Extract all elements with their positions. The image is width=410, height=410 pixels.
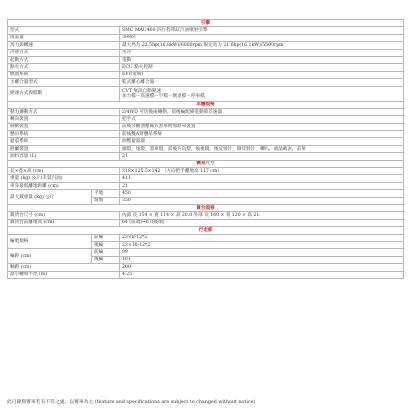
spec-value: 411 [120, 175, 404, 182]
table-row [8, 234, 404, 241]
spec-label: 載貨台前離地高 (cm) [8, 219, 120, 226]
spec-value: 水冷 [120, 49, 404, 56]
spec-value: 油壓避震器 [120, 138, 404, 145]
spec-value: 21 [120, 182, 404, 189]
section-row [8, 204, 404, 211]
table-row [8, 249, 404, 256]
spec-value: 最大馬力 22.5hp(16.8kW)/6000rpm 限定馬力 21.6hp(16.1kW)/5500rpm [120, 42, 404, 49]
spec-label: 燃油系統 [8, 71, 120, 78]
table-row [8, 108, 404, 115]
spec-sub-label: 前輪 [92, 234, 120, 241]
spec-value: 把手式 [120, 116, 404, 123]
spec-value: 電動 [120, 56, 404, 63]
spec-table [7, 19, 404, 279]
section-row [8, 20, 404, 27]
spec-label-tires: 輪胎規格 [8, 234, 92, 249]
spec-value: 399cc [120, 34, 404, 41]
spec-label: 長×寬×高 (cm) [8, 168, 120, 175]
spec-value: 23×10-12*2 [120, 241, 404, 248]
transmission-line: CVT 無段自動變速 [122, 88, 161, 94]
table-row [8, 27, 404, 34]
table-row [8, 153, 404, 160]
spec-label: 附屬裝置 [8, 145, 120, 152]
table-row [8, 42, 404, 49]
table-row [8, 175, 404, 182]
spec-value: 64 (前端)~67(後端) [120, 219, 404, 226]
table-row [8, 79, 404, 86]
spec-label: 載貨台尺寸 (cm) [8, 212, 120, 219]
table-row [8, 131, 404, 138]
table-row [8, 264, 404, 271]
section-header-dimensions: 機身尺寸 [8, 160, 404, 167]
spec-value: 350 [120, 197, 404, 204]
table-row [8, 56, 404, 63]
spec-value: 前後雙A臂懸吊系統 [120, 131, 404, 138]
spec-sheet [7, 19, 403, 279]
spec-label: 排氣量 [8, 34, 120, 41]
spec-value: 200 [120, 264, 404, 271]
spec-sub-label: 前輪 [92, 249, 120, 256]
spec-value: 101 [120, 256, 404, 263]
table-row [8, 86, 404, 101]
spec-label: 懸吊系統 [8, 131, 120, 138]
spec-value: ECU 點火控制 [120, 64, 404, 71]
spec-label: 軸距 (cm) [8, 264, 120, 271]
table-row [8, 71, 404, 78]
section-header-cargo: 貨台規格 [8, 204, 404, 211]
spec-value: 內部 長 154 × 寬 114 × 高 20.8 外部 長 160 × 寬 120 × 高 21 [120, 212, 404, 219]
spec-value: 318×125.5×142 （方向把手離地高 117 cm） [120, 168, 404, 175]
table-row [8, 168, 404, 175]
spec-label: 車身最低離地距離 (cm) [8, 182, 120, 189]
table-row [8, 123, 404, 130]
spec-label-track: 輪距 (cm) [8, 249, 92, 264]
spec-value: 450 [120, 190, 404, 197]
spec-value: 前後分離油壓碟式煞車附加駐車裝置 [120, 123, 404, 130]
section-header-running: 行走部 [8, 227, 404, 234]
section-row [8, 101, 404, 108]
spec-label: 重量 (kg) 公斤(未裝汽油) [8, 175, 120, 182]
spec-label: 最小轉彎半徑 (m) [8, 271, 120, 278]
spec-label: 變速方式與檔數 [8, 86, 120, 101]
table-row [8, 49, 404, 56]
spec-value: 頭燈，尾燈，煞車燈，前後方向燈，後視鏡，後反射片，側反射片，喇叭，液晶碼表，前單 [120, 145, 404, 152]
spec-value: 2/4WD 可切換兩傳動，前後輪配備電動節差速器 [120, 108, 404, 115]
spec-sub-label: 坡地 [92, 197, 120, 204]
spec-value: 99 [120, 249, 404, 256]
spec-value-multiline [120, 86, 404, 101]
spec-label-load: 最大載重量 (kg) 公斤 [8, 190, 92, 205]
table-row [8, 145, 404, 152]
spec-label: 點火方式 [8, 64, 120, 71]
table-row [8, 212, 404, 219]
spec-sub-label: 後輪 [92, 241, 120, 248]
table-row [8, 64, 404, 71]
spec-label: 動力傳動方式 [8, 108, 120, 115]
spec-value: 21 [120, 153, 404, 160]
spec-value: EFI(電噴) [120, 71, 404, 78]
spec-sub-label: 平地 [92, 190, 120, 197]
spec-label: 馬力與轉速 [8, 42, 120, 49]
spec-label: 制動裝置 [8, 123, 120, 130]
section-header-engine: 引擎 [8, 20, 404, 27]
spec-value: 23×8-12*2 [120, 234, 404, 241]
spec-label: 轉向裝置 [8, 116, 120, 123]
section-header-body: 本體規格 [8, 101, 404, 108]
table-row [8, 190, 404, 197]
table-row [8, 182, 404, 189]
section-row [8, 227, 404, 234]
spec-label: 型式 [8, 27, 120, 34]
spec-value: 乾式離心離合器 [120, 79, 404, 86]
table-row [8, 34, 404, 41]
table-row [8, 138, 404, 145]
spec-label: 起動方式 [8, 56, 120, 63]
table-row [8, 116, 404, 123]
spec-sub-label: 後輪 [92, 256, 120, 263]
section-row [8, 160, 404, 167]
table-row [8, 271, 404, 278]
spec-label: 冷卻方式 [8, 49, 120, 56]
spec-label: 油料容量 (L) [8, 153, 120, 160]
footnote: 此目錄與實車若有不符之處，以實車為主 (feature and specifications are subject to changed without notice) [7, 400, 256, 405]
spec-value: 4.25 [120, 271, 404, 278]
spec-value: SMC MAU400 四行程單缸汽油噴射引擎 [120, 27, 404, 34]
transmission-line: 加力檔－高速檔－空檔－倒退檔－停車檔 [122, 93, 205, 99]
spec-label: 避震系統 [8, 138, 120, 145]
table-row [8, 219, 404, 226]
spec-label: 主離合器型式 [8, 79, 120, 86]
